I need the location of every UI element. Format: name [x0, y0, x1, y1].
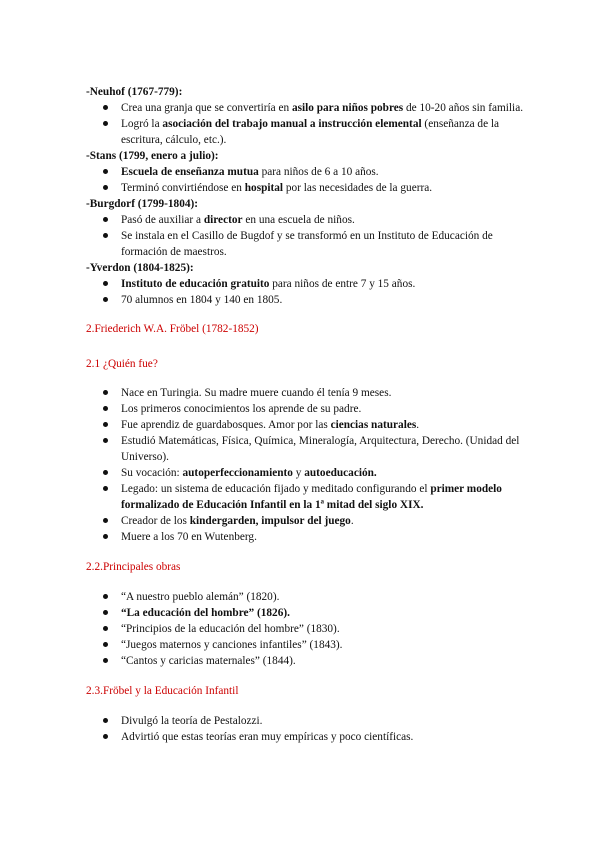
section-label-yverdon: -Yverdon (1804-1825): [86, 262, 194, 274]
bullet-list-stans [86, 164, 526, 196]
list-item: Crea una granja que se convertiría en asilo para niños pobres de 10-20 años sin familia. [86, 100, 526, 116]
list-item: “Principios de la educación del hombre” (1830). [86, 621, 526, 637]
bullet-list-yverdon [86, 276, 526, 308]
section-label-neuhof: -Neuhof (1767-779): [86, 86, 183, 98]
section-label-burgdorf: -Burgdorf (1799-1804): [86, 198, 199, 210]
froebel-title: 2.Friederich W.A. Fröbel (1782-1852) [86, 323, 259, 335]
section-label-text: -Yverdon (1804-1825) [86, 262, 190, 274]
list-item: Divulgó la teoría de Pestalozzi. [86, 713, 526, 729]
bullet-icon [103, 626, 108, 631]
list-item: Los primeros conocimientos los aprende de su padre. [86, 401, 526, 417]
bullet-icon [103, 422, 108, 427]
list-item: “Cantos y caricias maternales” (1844). [86, 653, 526, 669]
bullet-icon [103, 610, 108, 615]
bullet-icon [103, 390, 108, 395]
bullet-list-infantil [86, 713, 526, 745]
bullet-icon [103, 594, 108, 599]
list-item: Logró la asociación del trabajo manual a instrucción elemental (enseñanza de la escritura, cálculo, etc.). [86, 116, 526, 148]
heading-infantil: 2.3.Fröbel y la Educación Infantil [86, 685, 239, 697]
section-label-text: -Burgdorf (1799-1804) [86, 198, 195, 210]
bullet-icon [103, 438, 108, 443]
list-item: “Juegos maternos y canciones infantiles” (1843). [86, 637, 526, 653]
heading-who: 2.1 ¿Quién fue? [86, 358, 158, 370]
bullet-icon [103, 718, 108, 723]
bullet-icon [103, 658, 108, 663]
bullet-icon [103, 406, 108, 411]
bullet-list-works [86, 589, 526, 669]
bullet-list-burgdorf [86, 212, 526, 260]
list-item: Su vocación: autoperfeccionamiento y autoeducación. [86, 465, 526, 481]
bullet-icon [103, 233, 108, 238]
bullet-icon [103, 105, 108, 110]
bullet-icon [103, 297, 108, 302]
list-item: Creador de los kindergarden, impulsor del juego. [86, 513, 526, 529]
bullet-icon [103, 121, 108, 126]
list-item: Advirtió que estas teorías eran muy empíricas y poco científicas. [86, 729, 526, 745]
list-item: Nace en Turingia. Su madre muere cuando él tenía 9 meses. [86, 385, 526, 401]
bullet-icon [103, 185, 108, 190]
list-item: “A nuestro pueblo alemán” (1820). [86, 589, 526, 605]
bullet-icon [103, 470, 108, 475]
bullet-list-who [86, 385, 526, 545]
bullet-icon [103, 534, 108, 539]
list-item: Estudió Matemáticas, Física, Química, Mineralogía, Arquitectura, Derecho. (Unidad del Universo). [86, 433, 526, 465]
list-item: “La educación del hombre” (1826). [86, 605, 526, 621]
section-label-text: -Neuhof (1767-779) [86, 86, 179, 98]
list-item: Se instala en el Casillo de Bugdof y se transformó en un Instituto de Educación de formación de maestros. [86, 228, 526, 260]
heading-works: 2.2.Principales obras [86, 561, 181, 573]
section-label-stans: -Stans (1799, enero a julio): [86, 150, 219, 162]
bullet-icon [103, 281, 108, 286]
bullet-icon [103, 642, 108, 647]
list-item: Terminó convirtiéndose en hospital por las necesidades de la guerra. [86, 180, 526, 196]
list-item: Instituto de educación gratuito para niños de entre 7 y 15 años. [86, 276, 526, 292]
list-item: Fue aprendiz de guardabosques. Amor por las ciencias naturales. [86, 417, 526, 433]
bullet-icon [103, 217, 108, 222]
list-item: Legado: un sistema de educación fijado y meditado configurando el primer modelo formalizado de Educación Infantil en la 1ª mitad del siglo XIX. [86, 481, 526, 513]
list-item: Pasó de auxiliar a director en una escuela de niños. [86, 212, 526, 228]
bullet-icon [103, 169, 108, 174]
bullet-icon [103, 518, 108, 523]
document-page [86, 84, 526, 745]
list-item: 70 alumnos en 1804 y 140 en 1805. [86, 292, 526, 308]
list-item: Escuela de enseñanza mutua para niños de 6 a 10 años. [86, 164, 526, 180]
bullet-icon [103, 486, 108, 491]
list-item: Muere a los 70 en Wutenberg. [86, 529, 526, 545]
section-label-text: -Stans (1799, enero a julio) [86, 150, 215, 162]
bullet-icon [103, 734, 108, 739]
bullet-list-neuhof [86, 100, 526, 148]
